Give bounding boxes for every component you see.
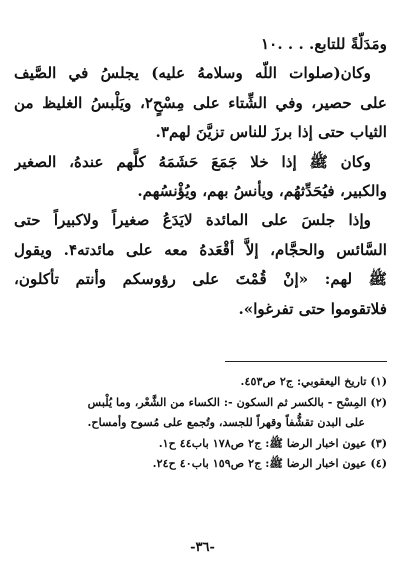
body-line: ومَدَلّةً للتابع. . . .۱۰ bbox=[260, 35, 387, 53]
body-line: وكان ﷺ إذا خلا جَمَعَ حَشَمَهُ كلَّهم عندهُ، الصغير bbox=[14, 152, 371, 171]
footnote: (٣) عيون اخبار الرضا ﷺ: ج٢ ص١٧٨ باب٤٤ ح١. bbox=[158, 435, 387, 450]
page-number: -٣٦- bbox=[190, 540, 215, 555]
body-line: الثياب حتى إذا برزَ للناس تزيَّنَ لهم۳. bbox=[155, 123, 387, 142]
body-line: على حصير، وفي الشِّتاء على مِسْحٍ۲، ويَلْبسُ الغليظ من bbox=[14, 93, 387, 112]
footnote-divider bbox=[225, 361, 387, 362]
footnote: (٢) المِسْح - بالكسر ثم السكون -: الكساء من الشَّعْر، وما يُلْبس bbox=[87, 394, 387, 409]
body-line: السَّائس والحجَّام، إلاَّ أقْعَدهُ معه على مائدته۴. ويقول bbox=[14, 240, 387, 259]
body-line: ﷺ لهم: «إنْ قُمْتَ على رؤوسكم وأنتم تأكلون، bbox=[14, 270, 387, 289]
body-text bbox=[14, 30, 387, 324]
body-line: وكان(صلوات اللّه وسلامهُ عليه) يجلسُ في الصَّيف bbox=[14, 64, 371, 83]
footnotes bbox=[14, 371, 387, 474]
footnote-continuation: على البدن تقشُّفاً وقهراً للجسد، وتُجمع على مُسوح وأمساح. bbox=[87, 415, 365, 429]
footnote: (١) تاريخ اليعقوبي: ج٢ ص٤٥٣. bbox=[240, 374, 387, 388]
footnote: (٤) عيون اخبار الرضا ﷺ: ج٢ ص١٥٩ باب٤٠ ح٢٤. bbox=[152, 456, 387, 470]
body-line: فلاتقوموا حتى تفرغوا». bbox=[238, 299, 387, 318]
body-line: والكبير، فيُحَدِّثهُم، ويأنسُ بهم، ويُؤْنسُهم. bbox=[137, 182, 387, 201]
body-line: وإذا جلسَ على المائدة لايَدَعُ صغيراً ولاكبيراً حتى bbox=[14, 211, 371, 230]
